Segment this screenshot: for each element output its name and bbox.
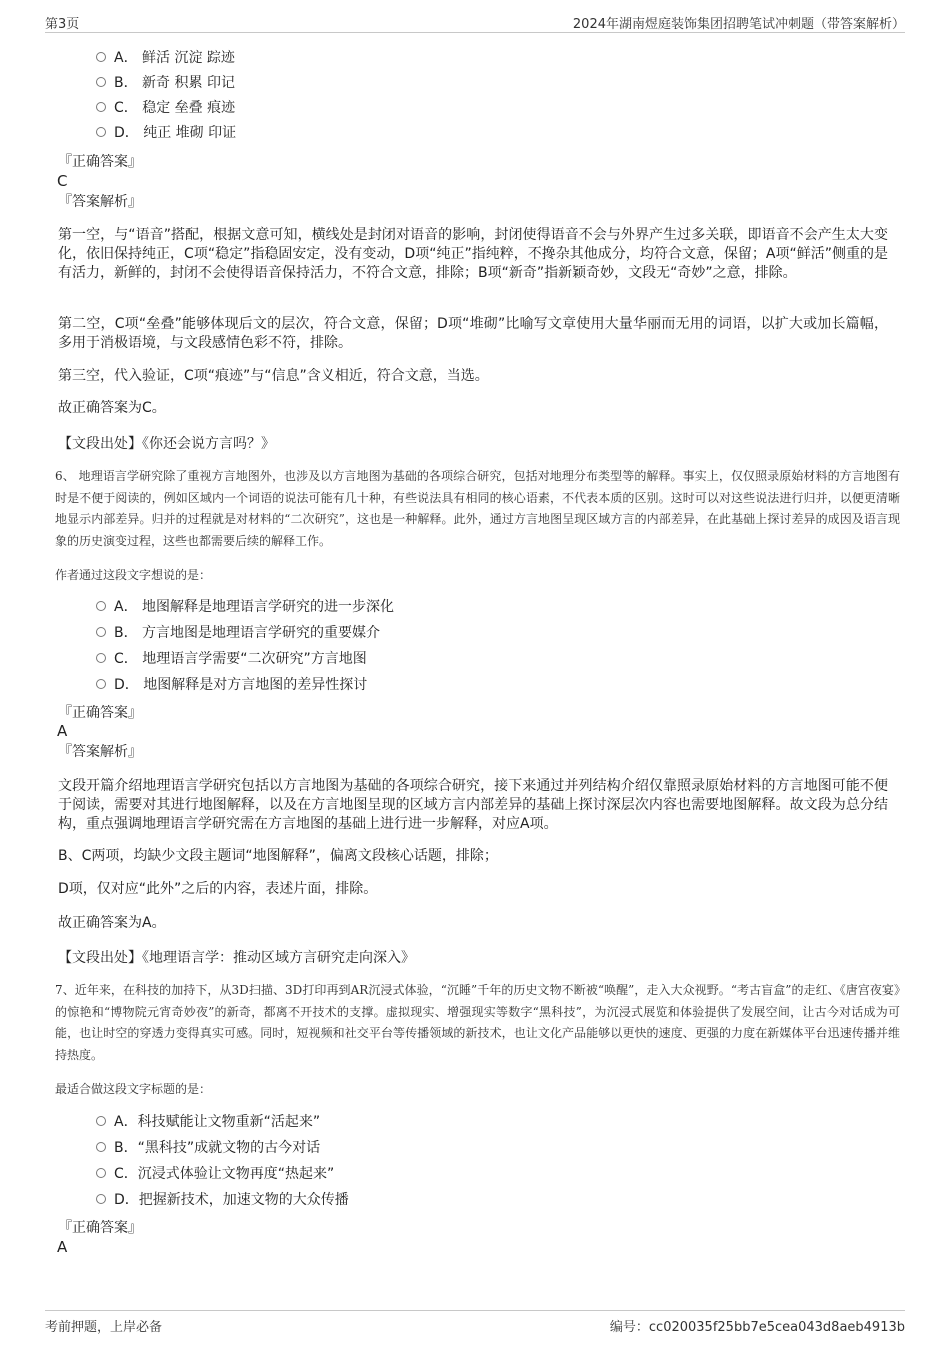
- q6-analysis-p1: 文段开篇介绍地理语言学研究包括以方言地图为基础的各项综合研究，接下来通过并列结构介绍仅靠照录原始材料的方言地图可能不便于阅读，需要对其进行地图解释，以及在方言地图呈现的区域方言内部差异的基础上探讨深层次内容也需要地图解释。故文段为总分结构，重点强调地理语言学研究需在方言地图的基础上进行进一步解释，对应A项。: [58, 778, 888, 832]
- q6-option-c[interactable]: C． 地理语言学需要“二次研究”方言地图: [96, 648, 367, 670]
- q6-analysis-p4: 故正确答案为A。: [58, 915, 166, 931]
- radio-icon[interactable]: [96, 1168, 106, 1178]
- q7-answer-label: 『正确答案』: [58, 1220, 142, 1236]
- q6-option-b[interactable]: B． 方言地图是地理语言学研究的重要媒介: [96, 622, 380, 644]
- q5-answer-label: 『正确答案』: [58, 154, 142, 170]
- radio-icon[interactable]: [96, 52, 106, 62]
- q7-answer: A: [57, 1238, 68, 1256]
- radio-icon[interactable]: [96, 77, 106, 87]
- q6-analysis-p3: D项，仅对应“此外”之后的内容，表述片面，排除。: [58, 881, 378, 897]
- q5-option-b[interactable]: B． 新奇 积累 印记: [96, 72, 235, 94]
- q5-analysis-p2: 第二空，C项“垒叠”能够体现后文的层次，符合文意，保留；D项“堆砌”比喻写文章使用大量华丽而无用的词语，以扩大或加长篇幅，多用于消极语境，与文段感情色彩不符，排除。: [58, 316, 888, 351]
- q6-answer-label: 『正确答案』: [58, 705, 142, 721]
- document-title: 2024年湖南煜庭装饰集团招聘笔试冲刺题（带答案解析）: [572, 17, 905, 32]
- q5-analysis-p3: 第三空，代入验证，C项“痕迹”与“信息”含义相近，符合文意，当选。: [58, 368, 489, 384]
- q7-question: 7、近年来，在科技的加持下，从3D扫描、3D打印再到AR沉浸式体验，“沉睡”千年的历史文物不断被“唤醒”，走入大众视野。“考古盲盒”的走红、《唐宫夜宴》的惊艳和“博物院元宵奇妙夜”的新奇，都离不开技术的支撑。虚拟现实、增强现实等数字“黑科技”，为沉浸式展览和体验提供了发展空间，让古今对话成为可能，也让时空的穿透力变得真实可感。同时，短视频和社交平台等传播领域的新技术，也让文化产品能够以更快的速度、更强的力度在新媒体平台迅速传播并维持热度。: [55, 983, 900, 1062]
- q7-prompt: 最适合做这段文字标题的是：: [55, 1082, 212, 1096]
- q6-prompt: 作者通过这段文字想说的是：: [55, 568, 212, 582]
- q5-option-a[interactable]: A． 鲜活 沉淀 踪迹: [96, 47, 235, 69]
- q5-analysis-label: 『答案解析』: [58, 194, 142, 210]
- page-number: 第3页: [45, 17, 80, 32]
- document-id: 编号：cc020035f25bb7e5cea043d8aeb4913b: [609, 1320, 905, 1335]
- q6-source: 【文段出处】《地理语言学：推动区域方言研究走向深入》: [58, 950, 415, 966]
- radio-icon[interactable]: [96, 627, 106, 637]
- q5-analysis-p4: 故正确答案为C。: [58, 400, 166, 416]
- q5-option-d[interactable]: D． 纯正 堆砌 印证: [96, 122, 236, 144]
- radio-icon[interactable]: [96, 1116, 106, 1126]
- q6-question: 6、 地理语言学研究除了重视方言地图外，也涉及以方言地图为基础的各项综合研究，包括对地理分布类型等的解释。事实上，仅仅照录原始材料的方言地图有时是不便于阅读的，例如区域内一个词语的说法可能有几十种，有些说法具有相同的核心语素，不代表本质的区别。这时可以对这些说法进行归并，以便更清晰地显示内部差异。归并的过程就是对材料的“二次研究”，这也是一种解释。此外，通过方言地图呈现区域方言的内部差异，在此基础上探讨差异的成因及语言现象的历史演变过程，这些也都需要后续的解释工作。: [55, 469, 900, 548]
- q7-option-d[interactable]: D．把握新技术，加速文物的大众传播: [96, 1189, 349, 1211]
- radio-icon[interactable]: [96, 601, 106, 611]
- q5-source: 【文段出处】《你还会说方言吗？》: [58, 436, 275, 452]
- radio-icon[interactable]: [96, 1194, 106, 1204]
- page-footer: [45, 1310, 905, 1339]
- q6-answer: A: [57, 722, 68, 740]
- q5-analysis-p1: 第一空，与“语音”搭配，根据文意可知，横线处是封闭对语音的影响，封闭使得语音不会与外界产生过多关联，即语音不会产生太大变化，依旧保持纯正，C项“稳定”指稳固安定，没有变动，D项“纯正”指纯粹，不搀杂其他成分，均符合文意，保留；A项“鲜活”侧重的是有活力，新鲜的，封闭不会使得语音保持活力，不符合文意，排除；B项“新奇”指新颖奇妙，文段无“奇妙”之意，排除。: [58, 227, 888, 281]
- q6-analysis-label: 『答案解析』: [58, 744, 142, 760]
- page-header: [45, 10, 905, 33]
- q5-answer: C: [57, 172, 68, 190]
- radio-icon[interactable]: [96, 679, 106, 689]
- radio-icon[interactable]: [96, 653, 106, 663]
- radio-icon[interactable]: [96, 1142, 106, 1152]
- q5-option-c[interactable]: C． 稳定 垒叠 痕迹: [96, 97, 235, 119]
- q7-option-a[interactable]: A．科技赋能让文物重新“活起来”: [96, 1111, 320, 1133]
- q6-option-d[interactable]: D． 地图解释是对方言地图的差异性探讨: [96, 674, 367, 696]
- q6-analysis-p2: B、C两项，均缺少文段主题词“地图解释”，偏离文段核心话题，排除；: [58, 848, 498, 864]
- q6-option-a[interactable]: A． 地图解释是地理语言学研究的进一步深化: [96, 596, 394, 618]
- radio-icon[interactable]: [96, 102, 106, 112]
- q7-option-c[interactable]: C．沉浸式体验让文物再度“热起来”: [96, 1163, 334, 1185]
- footer-slogan: 考前押题，上岸必备: [45, 1320, 163, 1335]
- q7-option-b[interactable]: B．“黑科技”成就文物的古今对话: [96, 1137, 320, 1159]
- radio-icon[interactable]: [96, 127, 106, 137]
